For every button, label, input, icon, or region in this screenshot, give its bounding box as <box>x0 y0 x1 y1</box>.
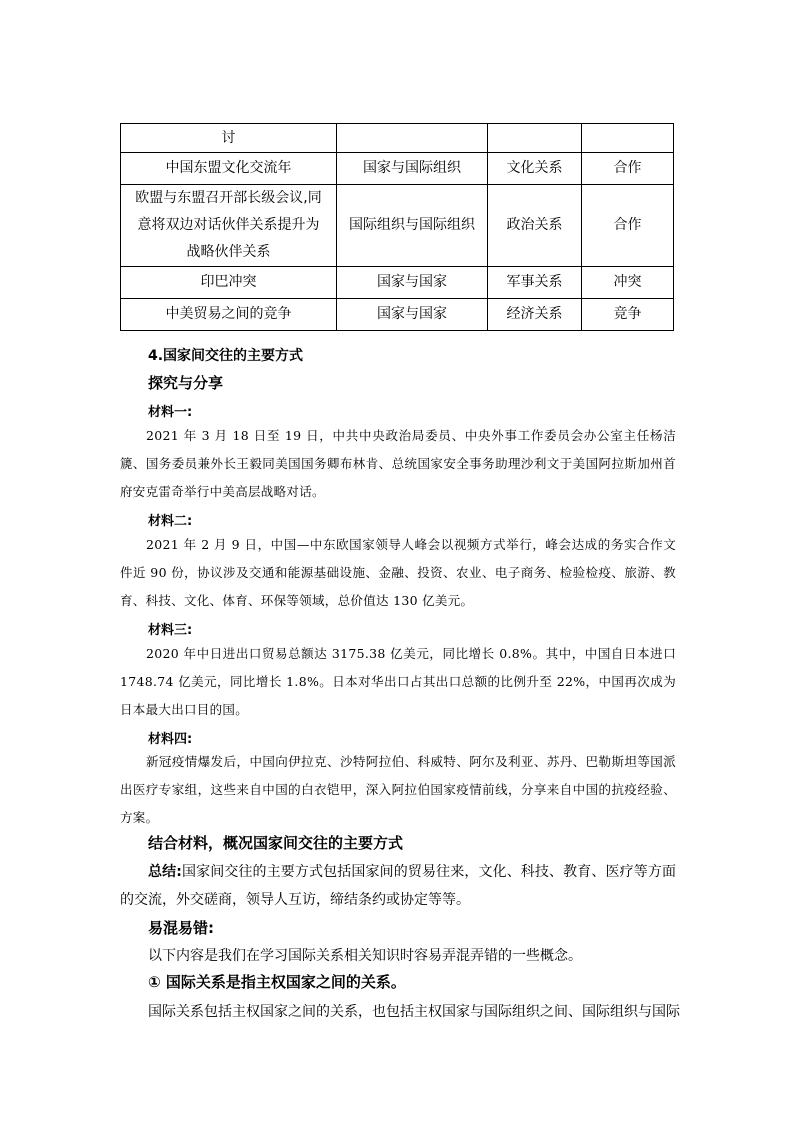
table-cell: 国家与国家 <box>337 267 488 299</box>
relations-table <box>120 123 674 331</box>
summary-paragraph <box>120 858 676 914</box>
material-label: 材料四: <box>148 732 193 747</box>
table-row <box>121 267 674 299</box>
material-text: 2021 年 2 月 9 日，中国—中东欧国家领导人峰会以视频方式举行，峰会达成的务实合作文件近 90 份，协议涉及交通和能源基础设施、金融、投资、农业、电子商务、检验检疫、旅游、教育、科技、文化、体育、环保等领域，总价值达 130 亿美元。 <box>120 537 676 608</box>
table-cell: 经济关系 <box>488 299 582 331</box>
table-cell: 军事关系 <box>488 267 582 299</box>
table-cell: 讨 <box>121 124 337 153</box>
table-row <box>121 153 674 185</box>
table-cell: 国家与国家 <box>337 299 488 331</box>
table-cell: 竞争 <box>582 299 674 331</box>
material-label: 材料一: <box>148 405 193 420</box>
table-cell: 欧盟与东盟召开部长级会议,同意将双边对话伙伴关系提升为战略伙伴关系 <box>121 185 337 267</box>
table-cell: 中国东盟文化交流年 <box>121 153 337 185</box>
confusion-item-text: 国际关系包括主权国家之间的关系，也包括主权国家与国际组织之间、国际组织与国际 <box>148 1004 680 1020</box>
table-cell: 国家与国际组织 <box>337 153 488 185</box>
table-cell: 印巴冲突 <box>121 267 337 299</box>
table-cell: 国际组织与国际组织 <box>337 185 488 267</box>
section-subtitle: 探究与分享 <box>148 374 224 392</box>
question-heading: 结合材料，概况国家间交往的主要方式 <box>148 834 404 852</box>
confusion-intro: 以下内容是我们在学习国际关系相关知识时容易弄混弄错的一些概念。 <box>148 948 582 964</box>
table-cell: 文化关系 <box>488 153 582 185</box>
table-cell <box>337 124 488 153</box>
material-label: 材料三: <box>148 623 193 638</box>
table-row <box>121 124 674 153</box>
table-cell: 冲突 <box>582 267 674 299</box>
table-cell <box>488 124 582 153</box>
summary-text: 国家间交往的主要方式包括国家间的贸易往来，文化、科技、教育、医疗等方面的交流，外交磋商，领导人互访，缔结条约或协定等等。 <box>120 864 676 908</box>
material-text: 新冠疫情爆发后，中国向伊拉克、沙特阿拉伯、科威特、阿尔及利亚、苏丹、巴勒斯坦等国派出医疗专家组，这些来自中国的白衣铠甲，深入阿拉伯国家疫情前线，分享来自中国的抗疫经验、方案。 <box>120 754 676 825</box>
confusion-item: ① 国际关系是指主权国家之间的关系。 <box>148 973 406 991</box>
table-cell: 合作 <box>582 153 674 185</box>
table-cell: 中美贸易之间的竞争 <box>121 299 337 331</box>
table-cell: 政治关系 <box>488 185 582 267</box>
table-cell: 合作 <box>582 185 674 267</box>
table-row <box>121 185 674 267</box>
material-text: 2020 年中日进出口贸易总额达 3175.38 亿美元，同比增长 0.8%。其中，中国自日本进口 1748.74 亿美元，同比增长 1.8%。日本对华出口占其出口总额的比例升至 22%，中国再次成为日本最大出口目的国。 <box>120 646 676 717</box>
table-row <box>121 299 674 331</box>
summary-label: 总结: <box>148 864 182 880</box>
material-label: 材料二: <box>148 514 193 529</box>
table-cell <box>582 124 674 153</box>
section-title: 4.国家间交往的主要方式 <box>148 348 304 364</box>
confusion-title: 易混易错: <box>148 919 214 937</box>
material-text: 2021 年 3 月 18 日至 19 日，中共中央政治局委员、中央外事工作委员会办公室主任杨洁篪、国务委员兼外长王毅同美国国务卿布林肯、总统国家安全事务助理沙利文于美国阿拉斯加州首府安克雷奇举行中美高层战略对话。 <box>120 428 676 499</box>
